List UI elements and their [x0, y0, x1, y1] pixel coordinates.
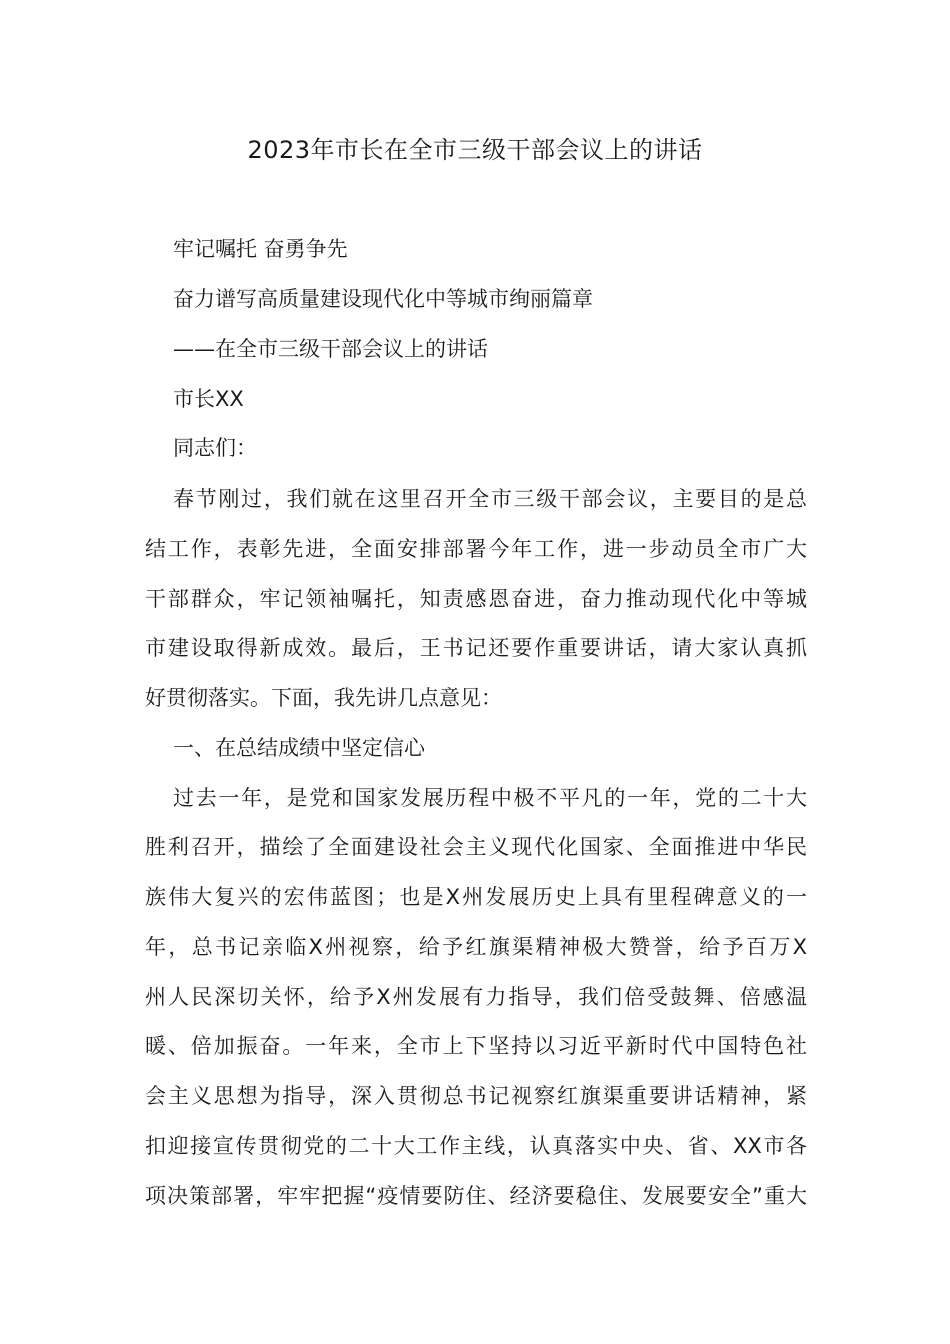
paragraph-1-line-2: 结工作，表彰先进，全面安排部署今年工作，进一步动员全市广大 — [145, 537, 807, 561]
paragraph-2-line-5: 州人民深切关怀，给予X州发展有力指导，我们倍受鼓舞、倍感温 — [145, 985, 807, 1009]
paragraph-2-line-7: 会主义思想为指导，深入贯彻总书记视察红旗渠重要讲话精神，紧 — [145, 1084, 807, 1108]
paragraph-1-line-5: 好贯彻落实。下面，我先讲几点意见： — [145, 686, 502, 710]
subtitle-main: 奋力谱写高质量建设现代化中等城市绚丽篇章 — [173, 287, 593, 311]
paragraph-2-line-6: 暖、倍加振奋。一年来，全市上下坚持以习近平新时代中国特色社 — [145, 1034, 807, 1058]
paragraph-1-line-4: 市建设取得新成效。最后，王书记还要作重要讲话，请大家认真抓 — [145, 636, 807, 660]
paragraph-1-line-3: 干部群众，牢记领袖嘱托，知责感恩奋进，奋力推动现代化中等城 — [145, 587, 807, 611]
paragraph-2-line-8: 扣迎接宣传贯彻党的二十大工作主线，认真落实中央、省、XX市各 — [145, 1134, 807, 1158]
subtitle-slogan: 牢记嘱托 奋勇争先 — [173, 237, 348, 261]
paragraph-2-line-1: 过去一年，是党和国家发展历程中极不平凡的一年，党的二十大 — [173, 786, 807, 810]
paragraph-1-line-1: 春节刚过，我们就在这里召开全市三级干部会议，主要目的是总 — [173, 487, 807, 511]
paragraph-2-line-4: 年，总书记亲临X州视察，给予红旗渠精神极大赞誉，给予百万X — [145, 935, 807, 959]
speaker-line: 市长XX — [173, 387, 244, 411]
subtitle-occasion: ——在全市三级干部会议上的讲话 — [173, 337, 488, 361]
paragraph-2-line-9: 项决策部署，牢牢把握“疫情要防住、经济要稳住、发展要安全”重大 — [145, 1184, 807, 1208]
salutation: 同志们： — [173, 436, 257, 460]
section-1-heading: 一、在总结成绩中坚定信心 — [173, 736, 425, 760]
document-title: 2023年市长在全市三级干部会议上的讲话 — [247, 136, 703, 164]
paragraph-2-line-2: 胜利召开，描绘了全面建设社会主义现代化国家、全面推进中华民 — [145, 835, 807, 859]
paragraph-2-line-3: 族伟大复兴的宏伟蓝图；也是X州发展历史上具有里程碑意义的一 — [145, 885, 807, 909]
